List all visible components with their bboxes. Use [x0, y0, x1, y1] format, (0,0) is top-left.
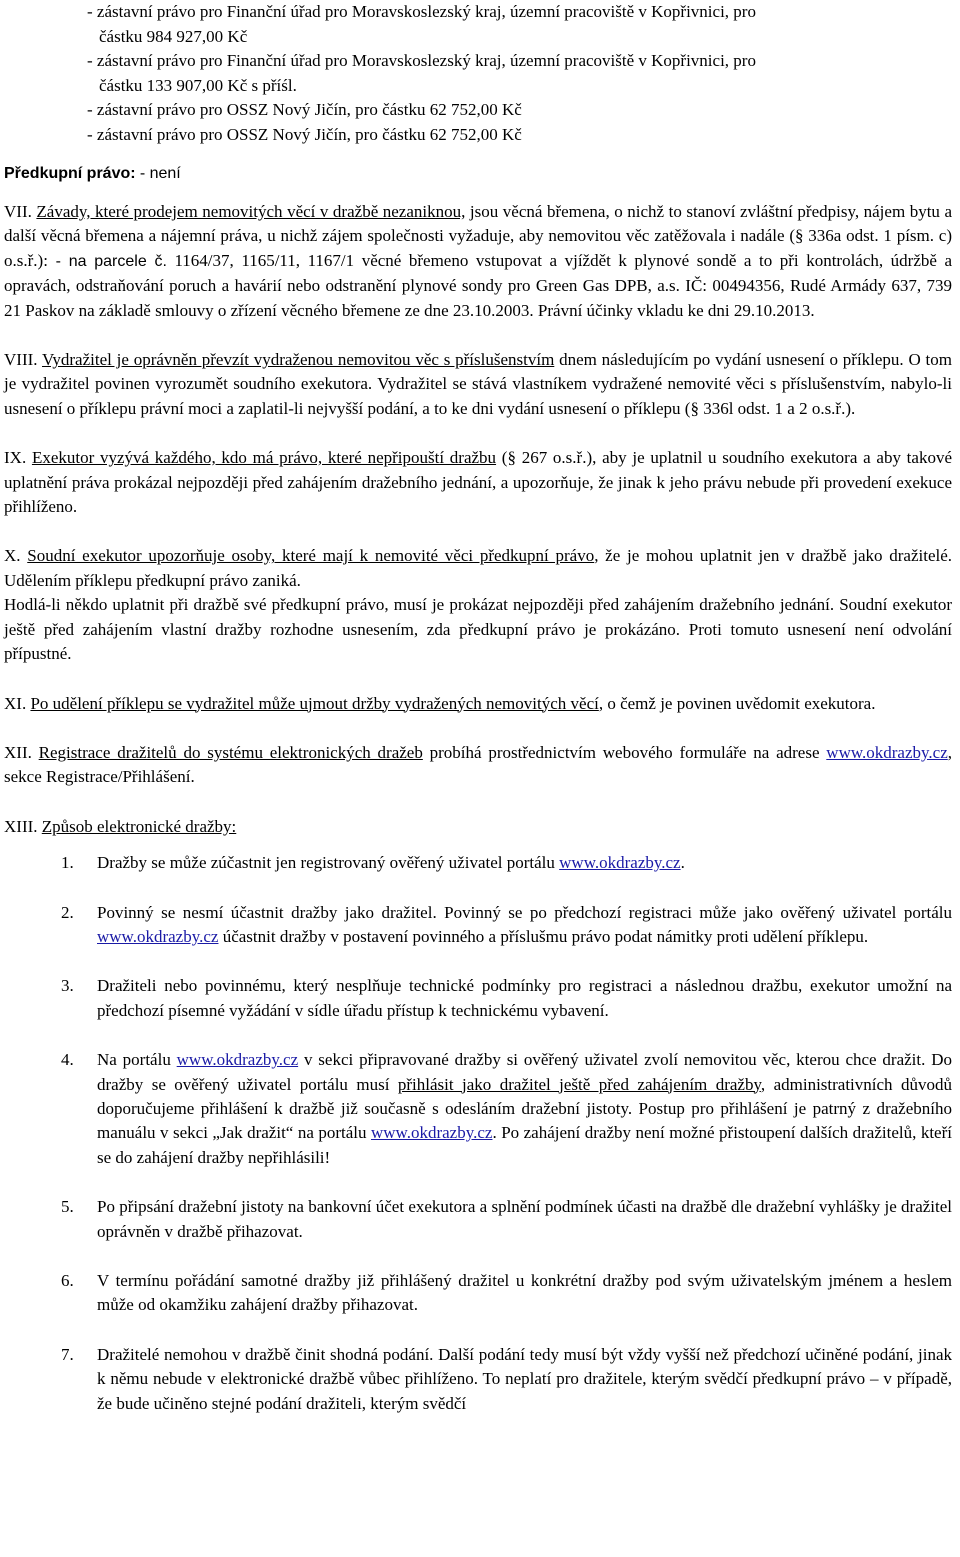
- preemption-right: [4, 161, 952, 186]
- list-item: 2. Povinný se nesmí účastnit dražby jako dražitel. Povinný se po předchozí registraci může jako ověřený uživatel portálu www.okdrazby.cz účastnit dražby v postavení povinného a příslušmu právo podat námitky proti udělení příklepu.: [61, 902, 952, 946]
- section-x: X. Soudní exekutor upozorňuje osoby, které mají k nemovité věci předkupní právo, že je mohou uplatnit jen v dražbě jako dražitelé. Udělením příklepu předkupní právo zaniká. Hodlá-li někdo uplatnit při dražbě své předkupní právo, musí je prokázat nejpozději před zahájením dražebního jednání. Soudní exekutor ještě před zahájením vlastní dražby rozhodne usnesením, zda předkupní právo je prokázáno. Proti tomuto usnesení není odvolání přípustné.: [4, 546, 953, 664]
- okdrazby-link[interactable]: www.okdrazby.cz: [176, 1050, 299, 1070]
- okdrazby-link[interactable]: www.okdrazby.cz: [371, 1123, 493, 1143]
- lien-list: [4, 0, 952, 147]
- okdrazby-link[interactable]: www.okdrazby.cz: [559, 853, 681, 873]
- list-item: 1. Dražby se může zúčastnit jen registrovaný ověřený uživatel portálu www.okdrazby.cz.: [61, 853, 685, 873]
- preemption-value: - není: [139, 165, 181, 182]
- lien-item: - zástavní právo pro OSSZ Nový Jičín, pro částku 62 752,00 Kč: [87, 124, 522, 144]
- section-viii: VIII. Vydražitel je oprávněn převzít vydraženou nemovitou věc s příslušenstvím dnem následujícím po vydání usnesení o příklepu. O tom je vydražitel povinen vyrozumět soudního exekutora. Vydražitel se stává vlastníkem vydražené nemovité věci s příslušenstvím, nabylo-li usnesení o příklepu právní moci a zaplatil-li nejvyšší podání, a to ke dni vydání usnesení o příklepu (§ 336l odst. 1 a 2 o.s.ř.).: [4, 350, 952, 418]
- section-xi: XI. Po udělení příklepu se vydražitel může ujmout držby vydražených nemovitých věcí, o čemž je povinen uvědomit exekutora.: [4, 693, 876, 713]
- section-vii: VII. Závady, které prodejem nemovitých věcí v dražbě nezaniknou, jsou věcná břemena, o nichž to stanoví zvláštní předpisy, nájem bytu a další věcná břemena a nájemní práva, u nichž zájem společnosti vyžaduje, aby nemovitou věc zatěžovala i nadále (§ 336a odst. 1 písm. c) o.s.ř.): - na parcele č. 1164/37, 1165/11, 1167/1 věcné břemeno vstupovat a vjíždět k plynové sondě a to při kontrolách, údržbě a opravách, odstraňování poruch a havárií nebo odstranění plynové sondy pro Green Gas DPB, a.s. IČ: 00494356, Rudé Armády 637, 739 21 Paskov na základě smlouvy o zřízení věcného břemene ze dne 23.10.2003. Právní účinky vkladu ke dni 29.10.2013.: [4, 202, 953, 320]
- section-xii: XII. Registrace dražitelů do systému elektronických dražeb probíhá prostřednictvím webového formuláře na adrese www.okdrazby.cz, sekce Registrace/Přihlášení.: [4, 742, 953, 787]
- preemption-label: Předkupní právo:: [4, 165, 136, 182]
- section-ix: IX. Exekutor vyzývá každého, kdo má právo, které nepřipouští dražbu (§ 267 o.s.ř.), aby je uplatnil u soudního exekutora a aby takové uplatnění práva prokázal nejpozději před zahájením dražebního jednání, a upozorňuje, že jinak k jeho právu nebude při provedení exekuce přihlíženo.: [4, 448, 952, 517]
- lien-item: - zástavní právo pro OSSZ Nový Jičín, pro částku 62 752,00 Kč: [87, 100, 522, 119]
- list-item: 3. Dražiteli nebo povinnému, který nesplňuje technické podmínky pro registraci a následnou dražbu, exekutor umožní na předchozí písemné vyžádání v sídle úřadu přístup k technickému vybavení.: [61, 976, 952, 1020]
- lien-item: - zástavní právo pro Finanční úřad pro Moravskoslezský kraj, územní pracoviště v Kopřivnici, pro částku 133 907,00 Kč s příśl.: [87, 51, 756, 95]
- okdrazby-link[interactable]: www.okdrazby.cz: [826, 742, 948, 762]
- list-item: 4. Na portálu www.okdrazby.cz v sekci připravované dražby si ověřený uživatel zvolí nemovitou věc, kterou chce dražit. Do dražby se ověřený uživatel portálu musí přihlásit jako dražitel ještě před zahájením dražby, administrativních důvodů doporučujeme přihlášení k dražbě již současně s odesláním dražební jistoty. Postup pro přihlášení je patrný z dražebního manuálu v sekci „Jak dražit“ na portálu www.okdrazby.cz. Po zahájení dražby není možné přistoupení dalších dražitelů, kteří se do zahájení dražby nepřihlásili!: [61, 1050, 952, 1167]
- auction-steps-list: [4, 851, 952, 1416]
- okdrazby-link[interactable]: www.okdrazby.cz: [97, 926, 219, 946]
- list-item: 7. Dražitelé nemohou v dražbě činit shodná podání. Další podání tedy musí být vždy vyšší než předchozí učiněné podání, jinak k němu nebude v elektronické dražbě vůbec přihlíženo. To neplatí pro dražitele, kterým svědčí předkupní právo – v případě, že bude učiněno stejné podání dražiteli, kterým svědčí: [61, 1344, 952, 1413]
- section-xiii: XIII. Způsob elektronické dražby:: [4, 816, 237, 836]
- lien-item: - zástavní právo pro Finanční úřad pro Moravskoslezský kraj, územní pracoviště v Kopřivnici, pro částku 984 927,00 Kč: [87, 2, 756, 46]
- list-item: 5. Po připsání dražební jistoty na bankovní účet exekutora a splnění podmínek účasti na dražbě dle dražební vyhlášky je dražitel oprávněn v dražbě přihazovat.: [61, 1197, 952, 1241]
- list-item: 6. V termínu pořádání samotné dražby již přihlášený dražitel u konkrétní dražby pod svým uživatelským jménem a heslem může od okamžiku zahájení dražby přihazovat.: [61, 1271, 952, 1315]
